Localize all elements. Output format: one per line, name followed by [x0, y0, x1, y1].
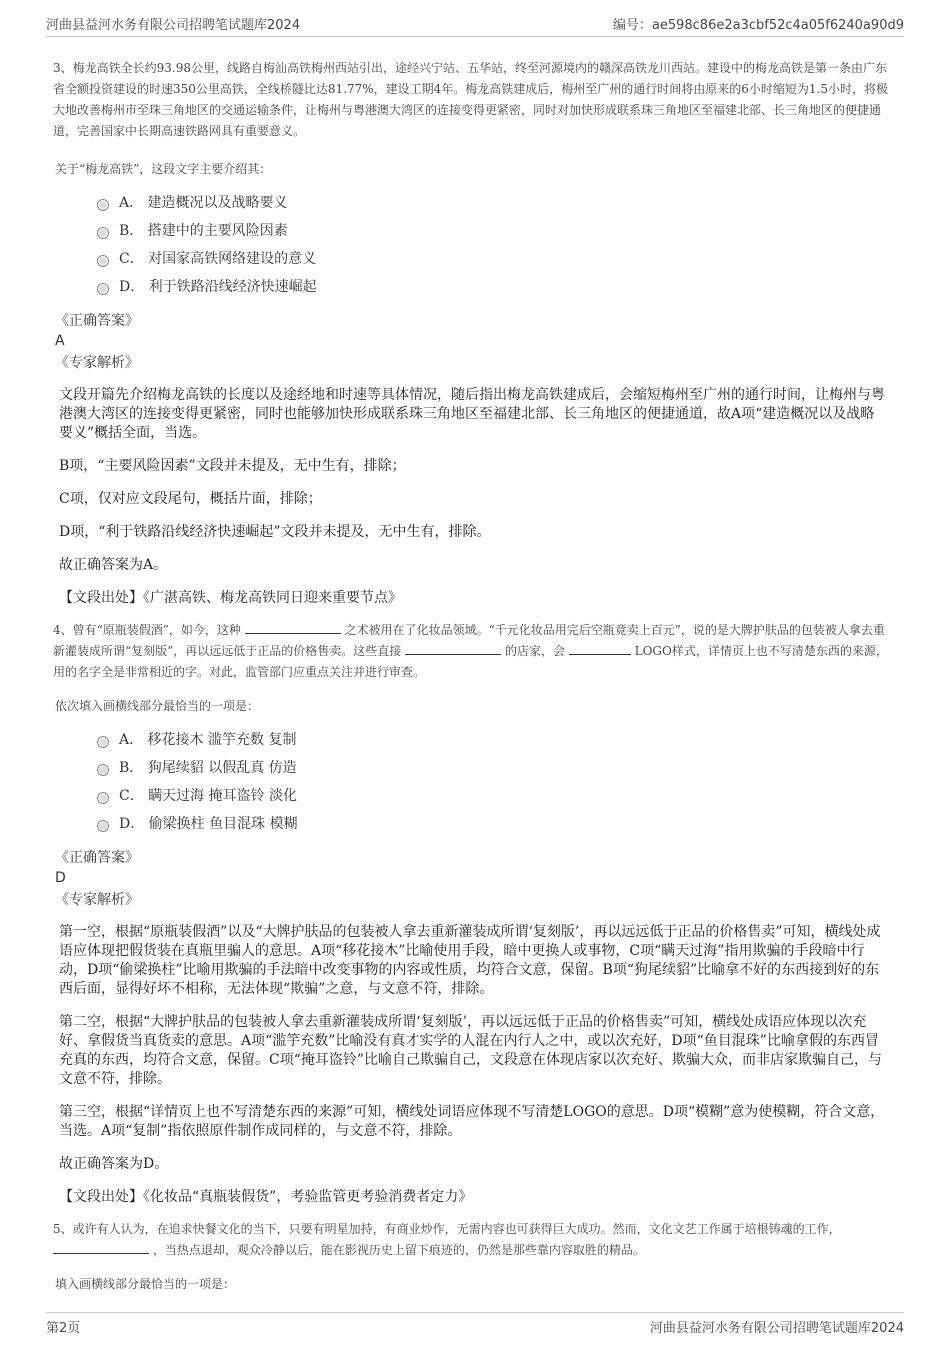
analysis-label: 《专家解析》: [55, 892, 139, 908]
source-citation: 【文段出处】《化妆品“真瓶装假货”，考验监管更考验消费者定力》: [59, 1189, 473, 1205]
analysis-paragraph: 故正确答案为D。: [59, 1156, 169, 1172]
question-5-prompt: 填入画横线部分最恰当的一项是：: [55, 1277, 236, 1291]
radio-icon[interactable]: [97, 283, 109, 295]
option-d[interactable]: [97, 273, 893, 301]
option-label: C． 对国家高铁网络建设的意义: [119, 251, 317, 267]
question-3-text: 3、梅龙高铁全长约93.98公里，线路自梅汕高铁梅州西站引出，途经兴宁站、五华站，终至河源境内的赣深高铁龙川西站。建设中的梅龙高铁是第一条由广东省全额投资建设的时速350公里高铁，全线桥隧比达81.77%，建设工期4年。梅龙高铁建成后，梅州至广州的通行时间将由原来的6小时缩短为1.5小时，将极大地改善梅州市至珠三角地区的交通运输条件，让梅州与粤港澳大湾区的连接变得更紧密，同时对加快形成联系珠三角地区至福建北部、长三角地区的便捷通道，完善国家中长期高速铁路网具有重要意义。: [53, 61, 889, 138]
question-3-prompt: 关于“梅龙高铁”，这段文字主要介绍其：: [55, 162, 272, 176]
option-b[interactable]: [97, 754, 893, 782]
analysis-paragraph: C项，仅对应文段尾句，概括片面，排除；: [59, 491, 322, 507]
question-3: [55, 58, 893, 608]
question-3-options: [97, 189, 893, 301]
analysis-paragraph: 第三空，根据“详情页上也不写清楚东西的来源”可知，横线处词语应体现不写清楚LOGO的意思。D项“模糊”意为使模糊，符合文意，当选。A项“复制”指依照原件制作成同样的，与文意不符，排除。: [59, 1104, 885, 1139]
question-4-text: 4、曾有“原瓶装假酒”，如今，这种 之术被用在了化妆品领域。“千元化妆品用完后空瓶竟卖上百元”，说的是大牌护肤品的包装被人拿去重新灌装成所谓“复刻版”，再以远远低于正品的价格售卖。这些直接 的店家，会 LOGO样式，详情页上也不写清楚东西的来源，用的名字全是非常相近的字。对此，监管部门应重点关注并进行审查。: [53, 623, 888, 679]
answer-value: D: [55, 870, 66, 886]
option-d[interactable]: [97, 810, 893, 838]
question-4: [55, 620, 893, 1207]
analysis-label: 《专家解析》: [55, 355, 139, 371]
footer-title: 河曲县益河水务有限公司招聘笔试题库2024: [649, 1321, 904, 1336]
question-4-prompt: 依次填入画横线部分最恰当的一项是：: [55, 699, 260, 713]
option-label: D． 利于铁路沿线经济快速崛起: [119, 279, 317, 295]
page-number: 第2页: [46, 1321, 81, 1336]
radio-icon[interactable]: [97, 764, 109, 776]
blank-line: [405, 642, 501, 655]
radio-icon[interactable]: [97, 820, 109, 832]
option-a[interactable]: [97, 726, 893, 754]
header-title: 河曲县益河水务有限公司招聘笔试题库2024: [46, 18, 301, 33]
blank-line: [53, 1241, 149, 1254]
option-label: C． 瞒天过海 掩耳盗铃 淡化: [119, 788, 298, 804]
radio-icon[interactable]: [97, 792, 109, 804]
page-header: [46, 14, 904, 37]
page-footer: [46, 1312, 904, 1339]
option-b[interactable]: [97, 217, 893, 245]
analysis-paragraph: D项，“利于铁路沿线经济快速崛起”文段并未提及，无中生有，排除。: [59, 524, 491, 540]
page-content: [55, 58, 893, 1292]
analysis-paragraph: 故正确答案为A。: [59, 557, 168, 573]
option-label: B． 搭建中的主要风险因素: [119, 223, 288, 239]
option-label: A． 移花接木 滥竽充数 复制: [119, 732, 297, 748]
question-5: [55, 1219, 893, 1292]
question-5-text: 5、或许有人认为，在追求快餐文化的当下，只要有明星加持，有商业炒作，无需内容也可获得巨大成功。然而，文化文艺工作属于培根铸魂的工作， ，当热点退却，观众冷静以后，能在影视历史上留下痕迹的，仍然是那些靠内容取胜的精品。: [53, 1222, 841, 1257]
radio-icon[interactable]: [97, 255, 109, 267]
option-label: B． 狗尾续貂 以假乱真 仿造: [119, 760, 297, 776]
answer-label: 《正确答案》: [55, 850, 139, 866]
source-citation: 【文段出处】《广湛高铁、梅龙高铁同日迎来重要节点》: [59, 590, 402, 606]
analysis-paragraph: 第一空，根据“原瓶装假酒”以及“大牌护肤品的包装被人拿去重新灌装成所谓‘复刻版’，再以远远低于正品的价格售卖”可知，横线处成语应体现把假货装在真瓶里骗人的意思。A项“移花接木”比喻使用手段，暗中更换人或事物，C项“瞒天过海”指用欺骗的手段暗中行动，D项“偷梁换柱”比喻用欺骗的手法暗中改变事物的内容或性质，均符合文意，保留。B项“狗尾续貂”比喻拿不好的东西接到好的东西后面，显得好坏不相称，无法体现“欺骗”之意，与文意不符，排除。: [59, 924, 881, 997]
option-a[interactable]: [97, 189, 893, 217]
analysis-paragraph: 文段开篇先介绍梅龙高铁的长度以及途经地和时速等具体情况，随后指出梅龙高铁建成后，会缩短梅州至广州的通行时间，让梅州与粤港澳大湾区的连接变得更紧密，同时也能够加快形成联系珠三角地区至福建北部、长三角地区的便捷通道，故A项“建造概况以及战略要义”概括全面，当选。: [59, 387, 885, 441]
option-label: A． 建造概况以及战略要义: [119, 195, 288, 211]
header-serial-number: 编号：ae598c86e2a3cbf52c4a05f6240a90d9: [612, 18, 904, 33]
option-label: D． 偷梁换柱 鱼目混珠 模糊: [119, 816, 298, 832]
radio-icon[interactable]: [97, 227, 109, 239]
analysis-paragraph: B项，“主要风险因素”文段并未提及，无中生有，排除；: [59, 458, 406, 474]
radio-icon[interactable]: [97, 199, 109, 211]
option-c[interactable]: [97, 245, 893, 273]
radio-icon[interactable]: [97, 736, 109, 748]
answer-label: 《正确答案》: [55, 313, 139, 329]
answer-value: A: [55, 333, 65, 349]
blank-line: [569, 642, 631, 655]
blank-line: [245, 621, 341, 634]
question-4-options: [97, 726, 893, 838]
analysis-paragraph: 第二空，根据“大牌护肤品的包装被人拿去重新灌装成所谓‘复刻版’，再以远远低于正品的价格售卖”可知，横线处成语应体现以次充好、拿假货当真货卖的意思。A项“滥竽充数”比喻没有真才实学的人混在内行人之中，或以次充好，D项“鱼目混珠”比喻拿假的东西冒充真的东西，均符合文意，保留。C项“掩耳盗铃”比喻自己欺骗自己，文段意在体现店家以次充好、欺骗大众，而非店家欺骗自己，与文意不符，排除。: [59, 1014, 883, 1087]
option-c[interactable]: [97, 782, 893, 810]
